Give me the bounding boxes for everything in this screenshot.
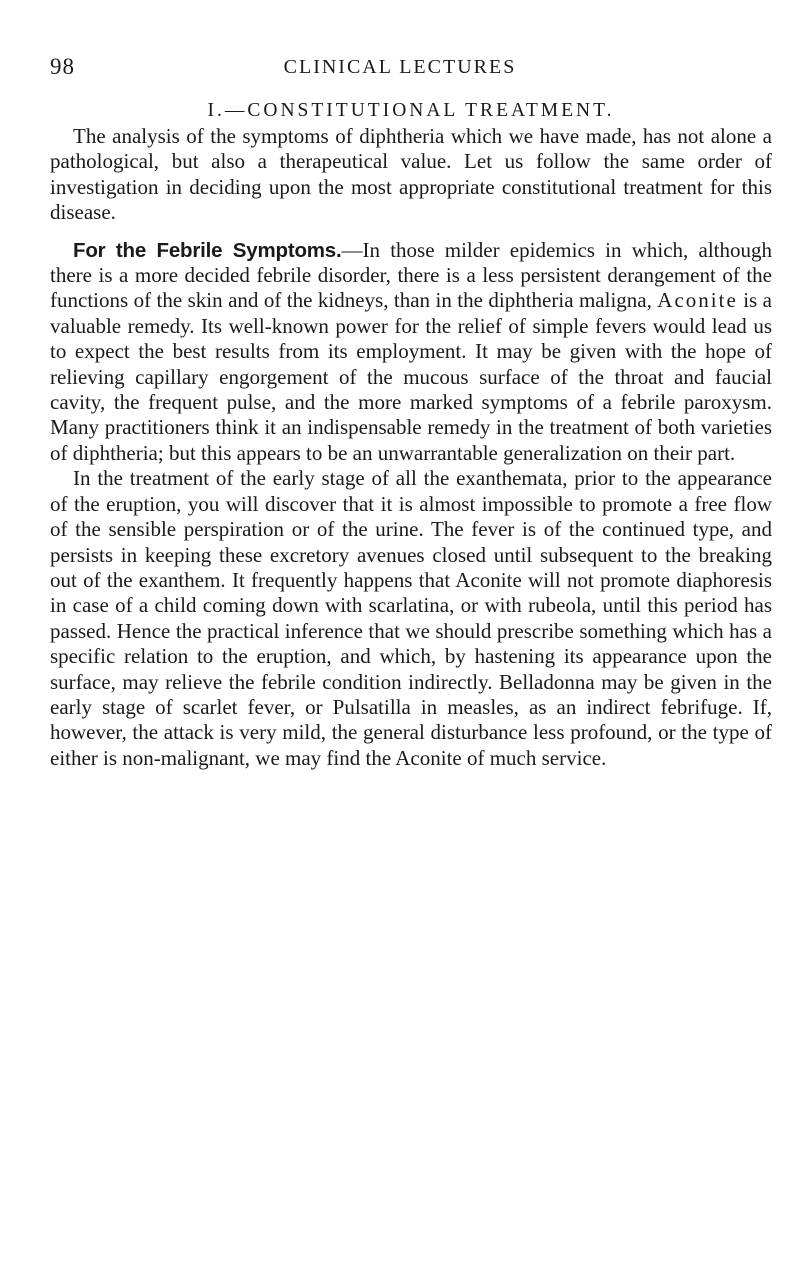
paragraph-intro-text: The analysis of the symptoms of diphtheria which we have made, has not alone a pathological, but also a therapeutical value. Let us follow the same order of investigation in deciding upon the most appropriate constitutional treatment for this disease. [50,124,772,225]
page-content [50,100,772,771]
paragraph-febrile-text-a: —In those milder epidemics in which, although there is a more decided febrile disorder, there is a less persistent derangement of the functions of the skin and of the kidneys, than in the diphtheria maligna, [50,237,773,313]
page-number: 98 [50,54,75,79]
section-heading: I.—CONSTITUTIONAL TREATMENT. [207,100,615,121]
running-head [0,54,800,84]
emphasized-term: Aconite [657,288,738,313]
run-in-heading: For the Febrile Symptoms. [73,238,342,262]
paragraph-exanthemata [50,466,772,771]
paragraph-febrile-text-b: is a valuable remedy. Its well-known power for the relief of simple fevers would lead us to expect the best results from its employment. It may be given with the hope of relieving capillary engorgement of the mucous surface of the throat and faucial cavity, the frequent pulse, and the more marked symptoms of a febrile paroxysm. Many practitioners think it an indispensable remedy in the treatment of both varieties of diphtheria; but this appears to be an unwarrantable generalization on their part. [50,288,772,465]
running-title: CLINICAL LECTURES [283,56,517,78]
paragraph-febrile-symptoms [50,238,772,467]
paragraph-intro [50,124,772,226]
paragraph-exanthemata-text: In the treatment of the early stage of all the exanthemata, prior to the appearance of the eruption, you will discover that it is almost impossible to promote a free flow of the sensible perspiration or of the urine. The fever is of the continued type, and persists in keeping these excretory avenues closed until subsequent to the breaking out of the exanthem. It frequently happens that Aconite will not promote diaphoresis in case of a child coming down with scarlatina, or with rubeola, until this period has passed. Hence the practical inference that we should prescribe something which has a specific relation to the eruption, and which, by hastening its appearance upon the surface, may relieve the febrile condition indirectly. Belladonna may be given in the early stage of scarlet fever, or Pulsatilla in measles, as an indirect febrifuge. If, however, the attack is very mild, the general disturbance less profound, or the type of either is non-malignant, we may find the Aconite of much service. [50,466,772,770]
